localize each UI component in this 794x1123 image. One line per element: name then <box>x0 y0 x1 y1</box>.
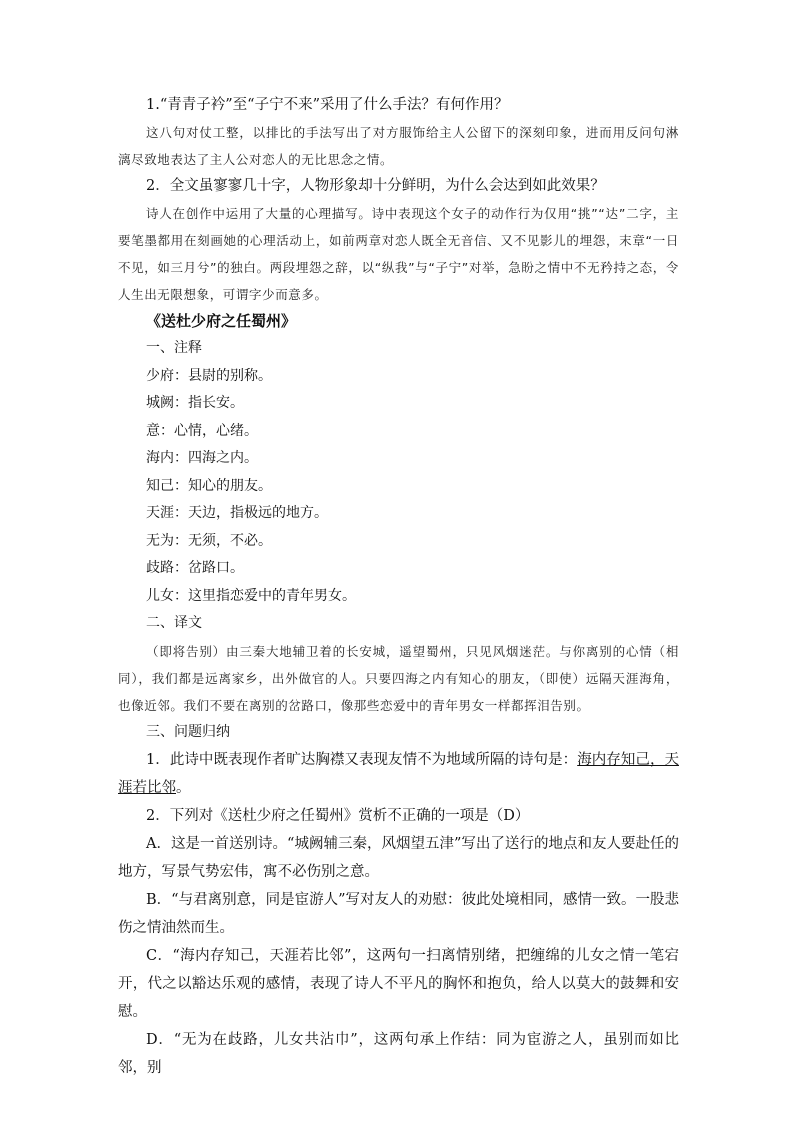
poem-title: 《送杜少府之任蜀州》 <box>146 312 297 330</box>
question-2: 2．全文虽寥寥几十字，人物形象却十分鲜明，为什么会达到如此效果？ <box>146 178 605 194</box>
note-item: 知己：知心的朋友。 <box>146 477 272 494</box>
note-item: 歧路：岔路口。 <box>146 560 244 576</box>
section-translation-heading: 二、译文 <box>146 615 202 631</box>
note-item: 意：心情，心绪。 <box>146 422 258 439</box>
answer-2: 诗人在创作中运用了大量的心理描写。诗中表现这个女子的动作行为仅用“挑”“达”二字，主要笔墨都用在刻画她的心理活动上，如前两章对恋人既全无音信、又不见影儿的埋怨，末章“一日不见，如三月兮”的独白。两段埋怨之辞，以“纵我”与“子宁”对举，急盼之情中不无矜持之态，令人生出无限想象，可谓字少而意多。 <box>118 206 679 302</box>
section-notes-heading: 一、注释 <box>146 340 202 356</box>
note-item: 城阙：指长安。 <box>146 395 244 411</box>
question-item-1-prefix: 1．此诗中既表现作者旷达胸襟又表现友情不为地域所隔的诗句是： <box>146 752 578 768</box>
question-item-2: 2．下列对《送杜少府之任蜀州》赏析不正确的一项是（D） <box>146 808 530 824</box>
note-item: 少府：县尉的别称。 <box>146 367 272 384</box>
section-questions-heading: 三、问题归纳 <box>146 723 230 740</box>
option-a: A．这是一首送别诗。“城阙辅三秦，风烟望五津”写出了送行的地点和友人要赴任的地方，写景气势宏伟，寓不必伤别之意。 <box>118 836 679 880</box>
question-item-1 <box>118 746 679 802</box>
option-b: B．“与君离别意，同是宦游人”写对友人的劝慰：彼此处境相同，感情一致。一股悲伤之情油然而生。 <box>118 892 679 936</box>
question-item-1-suffix: 。 <box>176 780 191 796</box>
note-item: 天涯：天边，指极远的地方。 <box>146 505 328 521</box>
note-item: 海内：四海之内。 <box>146 450 258 466</box>
note-item: 儿女：这里指恋爱中的青年男女。 <box>146 587 356 604</box>
option-c: C．“海内存知己，天涯若比邻”，这两句一扫离情别绪，把缠绵的儿女之情一笔宕开，代之以豁达乐观的感情，表现了诗人不平凡的胸怀和抱负，给人以莫大的鼓舞和安慰。 <box>118 948 679 1020</box>
note-item: 无为：无须，不必。 <box>146 532 272 549</box>
question-1: 1.“青青子衿”至“子宁不来”采用了什么手法？有何作用？ <box>146 97 509 113</box>
option-d: D．“无为在歧路，儿女共沾巾”，这两句承上作结：同为宦游之人，虽别而如比邻，别 <box>118 1032 679 1076</box>
translation-text: （即将告别）由三秦大地辅卫着的长安城，遥望蜀州，只见风烟迷茫。与你离别的心情（相同），我们都是远离家乡，出外做官的人。只要四海之内有知心的朋友，（即使）远隔天涯海角，也像近邻。我们不要在离别的岔路口，像那些恋爱中的青年男女一样都挥泪告别。 <box>118 643 679 713</box>
question-item-1-answer: 海内存知己，天涯若比邻 <box>118 752 679 796</box>
answer-1: 这八句对仗工整，以排比的手法写出了对方服饰给主人公留下的深刻印象，进而用反问句淋漓尽致地表达了主人公对恋人的无比思念之情。 <box>118 125 679 167</box>
